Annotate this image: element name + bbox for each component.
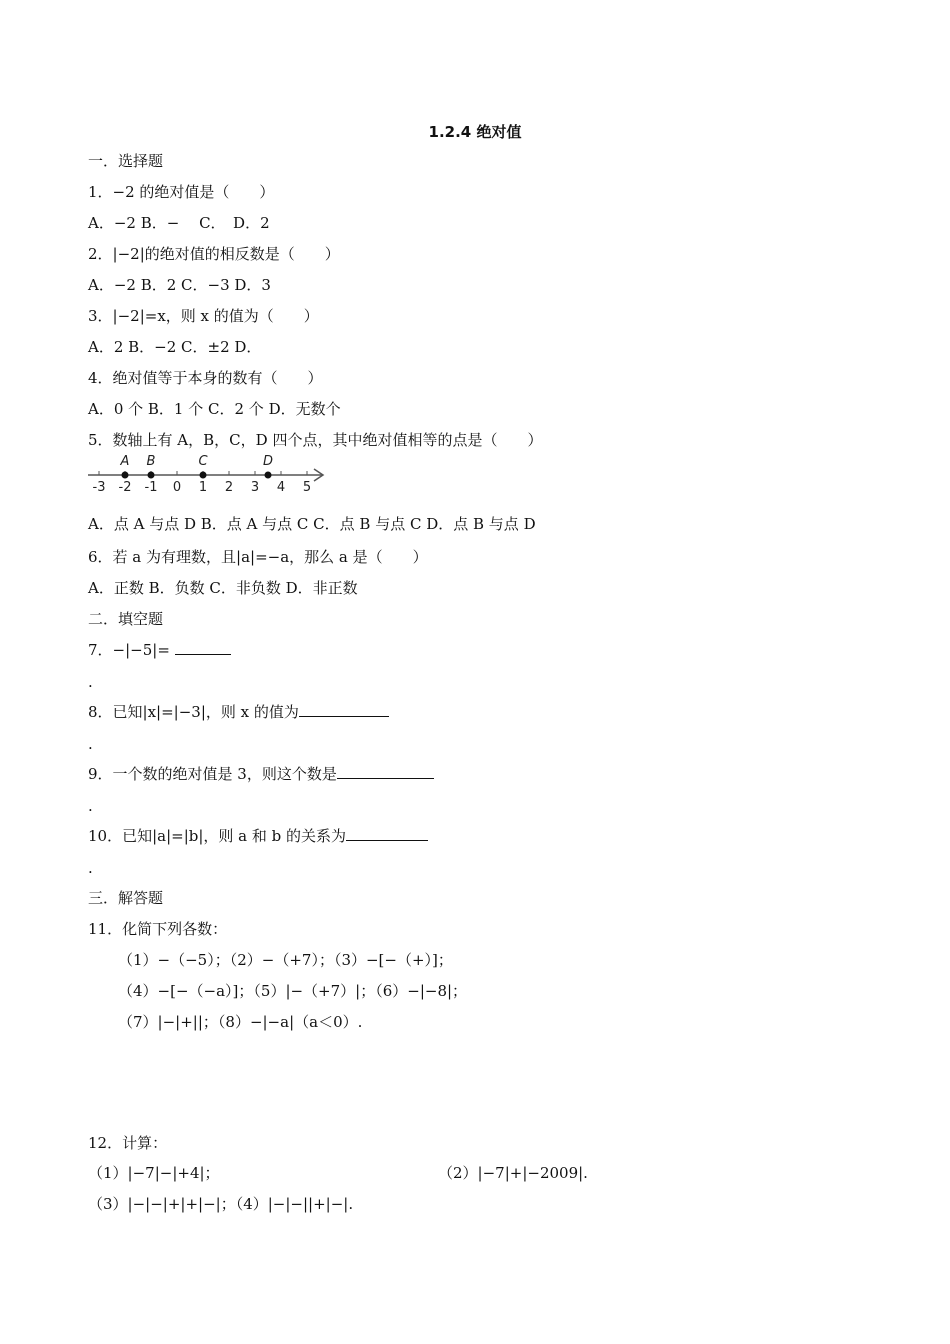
number-line-point-label: A [120,454,130,469]
number-line-point-label: C [198,454,208,469]
number-line-tick-label: 2 [224,480,234,495]
number-line-tick-label: 0 [172,480,182,495]
question-10 [88,826,428,846]
question-9-stem: 9．一个数的绝对值是 3，则这个数是 [88,765,337,783]
number-line-tick-label: 3 [250,480,260,495]
number-line-tick-label: -1 [144,480,158,495]
number-line-tick-label: 4 [276,480,286,495]
number-line-tick-label: -2 [118,480,132,495]
answer-blank[interactable] [299,702,389,717]
period-mark: . [88,797,93,815]
page-title: 1.2.4 绝对值 [428,123,522,141]
answer-blank[interactable] [337,764,434,779]
question-7 [88,640,231,660]
question-11-line-2: （4）−[−（−a）]；（5）|−（+7）|；（6）−|−8|； [118,982,468,1000]
question-2-stem: 2．|−2|的绝对值的相反数是（ ） [88,245,340,263]
number-line-point [200,472,207,479]
question-12-part-3: （3）|−|−|+|+|−|；（4）|−|−||+|−|. [88,1195,354,1213]
question-5-stem: 5．数轴上有 A，B，C，D 四个点，其中绝对值相等的点是（ ） [88,431,543,449]
question-12-stem: 12．计算： [88,1134,168,1152]
question-11-stem: 11．化简下列各数： [88,920,228,938]
number-line-figure [86,452,336,496]
question-6-stem: 6．若 a 为有理数，且|a|=−a，那么 a 是（ ） [88,548,428,566]
question-1-stem: 1．−2 的绝对值是（ ） [88,183,275,201]
number-line-point [265,472,272,479]
number-line-tick-label: 1 [198,480,208,495]
question-10-stem: 10．已知|a|=|b|，则 a 和 b 的关系为 [88,827,347,845]
question-12-part-1: （1）|−7|−|+4|； [88,1164,220,1182]
question-8-stem: 8．已知|x|=|−3|，则 x 的值为 [88,703,299,721]
period-mark: . [88,673,93,691]
question-5-options: A．点 A 与点 D B．点 A 与点 C C．点 B 与点 C D．点 B 与点 D [88,515,536,533]
question-11-line-1: （1）−（−5）；（2）−（+7）；（3）−[−（+）]； [118,951,453,969]
number-line-point-label: B [146,454,156,469]
question-12-part-2: （2）|−7|+|−2009|. [438,1164,588,1182]
period-mark: . [88,859,93,877]
answer-blank[interactable] [175,640,231,655]
question-2-options: A．−2 B．2 C．−3 D．3 [88,276,271,294]
question-7-stem: 7．−|−5|= [88,641,175,659]
number-line-point-label: D [262,454,274,469]
question-9 [88,764,434,784]
answer-blank[interactable] [346,826,428,841]
question-4-stem: 4．绝对值等于本身的数有（ ） [88,369,323,387]
question-11-line-3: （7）|−|+||；（8）−|−a|（a＜0）. [118,1013,363,1031]
question-4-options: A．0 个 B．1 个 C．2 个 D．无数个 [88,400,341,418]
question-8 [88,702,389,722]
number-line-tick-label: 5 [302,480,312,495]
section-heading-fill: 二．填空题 [88,610,164,628]
question-6-options: A．正数 B．负数 C．非负数 D．非正数 [88,579,358,597]
question-1-options: A．−2 B．− C． D．2 [88,214,270,232]
number-line-tick-label: -3 [92,480,106,495]
number-line [88,454,323,495]
question-3-options: A．2 B．−2 C．±2 D． [88,338,262,356]
question-3-stem: 3．|−2|=x，则 x 的值为（ ） [88,307,319,325]
period-mark: . [88,735,93,753]
number-line-point [148,472,155,479]
number-line-point [122,472,129,479]
section-heading-choice: 一．选择题 [88,152,164,170]
section-heading-solve: 三．解答题 [88,889,164,907]
